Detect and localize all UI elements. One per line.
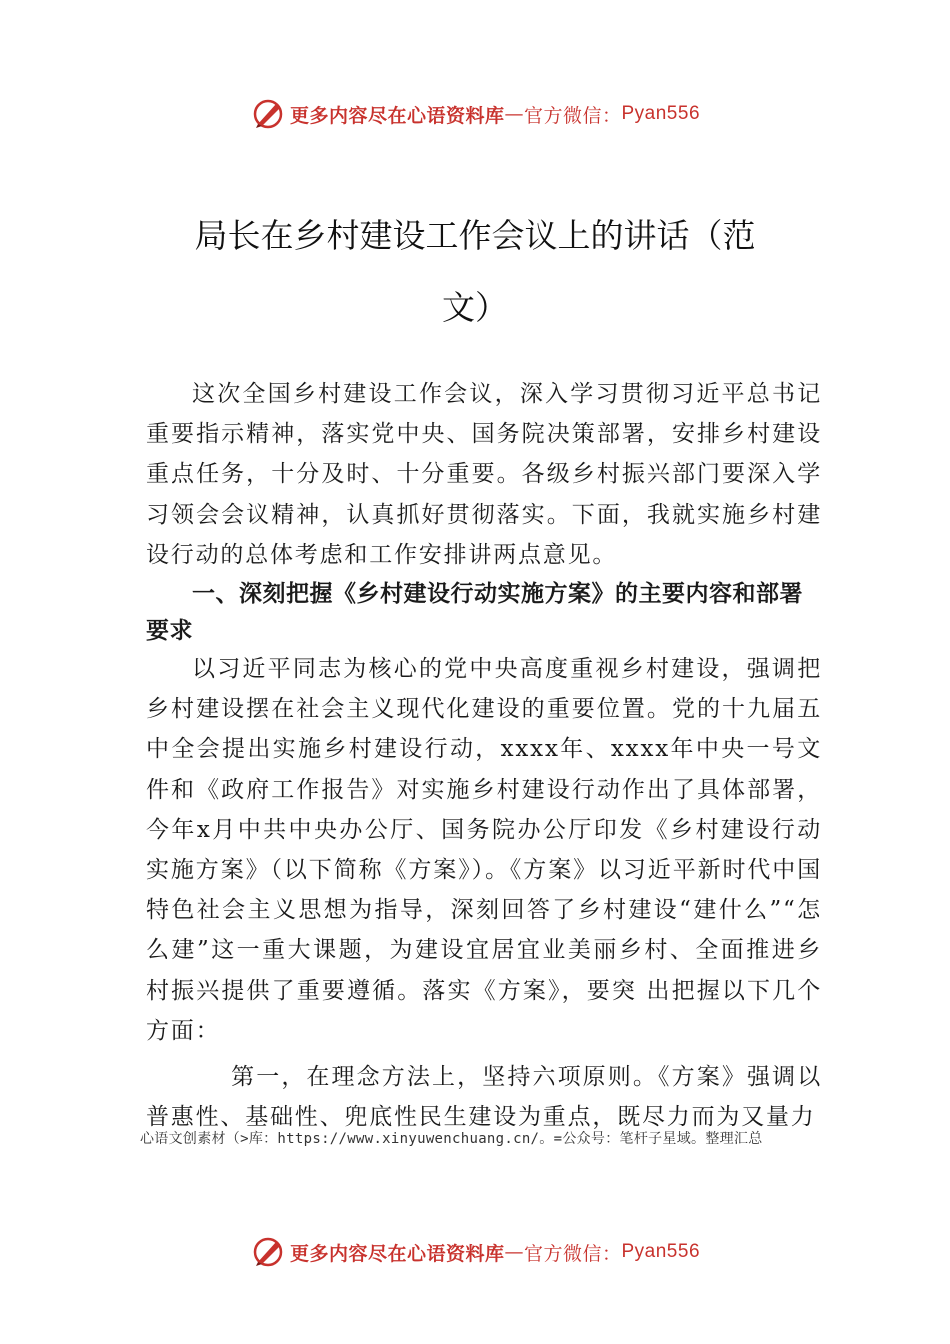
document-body	[146, 374, 822, 1137]
paragraph-first-point: 第一，在理念方法上，坚持六项原则。《方案》强调以普惠性、基础性、兜底性民生建设为重点，既尽力而为又量力	[146, 1064, 822, 1131]
document-title	[150, 200, 800, 344]
section-heading-1: 一、深刻把握《乡村建设行动实施方案》的主要内容和部署要求	[146, 580, 803, 644]
banner-wechat-id: Pyan556	[621, 103, 701, 124]
paragraph-intro: 这次全国乡村建设工作会议，深入学习贯彻习近平总书记重要指示精神，落实党中央、国务院决策部署，安排乡村建设重点任务，十分及时、十分重要。各级乡村振兴部门要深入学习领会会议精神，认真抓好贯彻落实。下面，我就实施乡村建设行动的总体考虑和工作安排讲两点意见。	[146, 381, 822, 568]
banner-wechat-label: 官方微信：	[523, 104, 622, 127]
banner-main-text: 更多内容尽在心语资料库	[289, 104, 505, 127]
paragraph-section-1: 以习近平同志为核心的党中央高度重视乡村建设，强调把乡村建设摆在社会主义现代化建设的重要位置。党的十九届五中全会提出实施乡村建设行动，xxxx年、xxxx年中央一号文件和《政府工作报告》对实施乡村建设行动作出了具体部署，今年x月中共中央办公厅、国务院办公厅印发《乡村建设行动实施方案》（以下简称《方案》）。《方案》以习近平新时代中国特色社会主义思想为指导，深刻回答了乡村建设“建什么”“怎么建”这一重大课题，为建设宜居宜业美丽乡村、全面推进乡村振兴提供了重要遵循。落实《方案》，要突 出把握以下几个方面：	[146, 656, 822, 1044]
banner-wechat-label: 官方微信：	[523, 1242, 622, 1265]
banner-dash: —	[504, 1241, 524, 1263]
pen-logo-icon	[250, 96, 286, 132]
header-banner	[0, 94, 950, 134]
title-line-2: 文）	[442, 288, 508, 327]
footer-banner	[0, 1232, 950, 1272]
source-note: 心语文创素材（>库：https://www.xinyuwenchuang.cn/。=公众号：笔杆子星域。整理汇总	[140, 1131, 763, 1147]
banner-main-text: 更多内容尽在心语资料库	[289, 1242, 505, 1265]
banner-dash: —	[504, 103, 524, 125]
pen-logo-icon	[250, 1234, 286, 1270]
title-line-1: 局长在乡村建设工作会议上的讲话（范	[194, 216, 756, 255]
banner-wechat-id: Pyan556	[621, 1241, 701, 1262]
